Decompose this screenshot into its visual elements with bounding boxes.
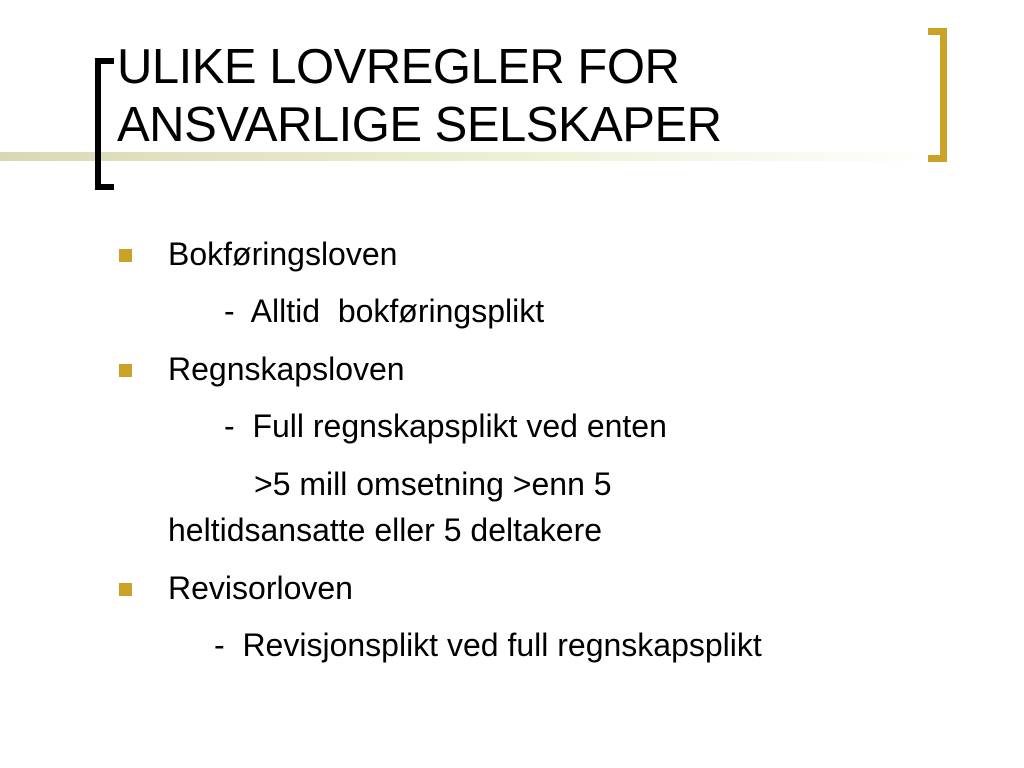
title-line-2: ANSVARLIGE SELSKAPER	[117, 98, 722, 152]
bullet-detail-bokforingsloven: - Alltid bokføringsplikt	[224, 293, 545, 329]
bullet-marker	[119, 583, 132, 596]
bullet-heading-regnskapsloven: Regnskapsloven	[168, 351, 405, 387]
bullet-detail-threshold-line-1: >5 mill omsetning >enn 5	[254, 466, 612, 502]
title-line-1: ULIKE LOVREGLER FOR	[117, 40, 680, 94]
bullet-marker	[119, 249, 132, 262]
bullet-detail-threshold-line-2: heltidsansatte eller 5 deltakere	[168, 512, 603, 548]
bullet-detail-regnskapsloven: - Full regnskapsplikt ved enten	[224, 408, 667, 444]
bullet-detail-revisorloven: - Revisjonsplikt ved full regnskapsplikt	[214, 627, 762, 663]
bullet-heading-revisorloven: Revisorloven	[168, 570, 353, 606]
bullet-marker	[119, 364, 132, 377]
bullet-heading-bokforingsloven: Bokføringsloven	[168, 236, 398, 272]
